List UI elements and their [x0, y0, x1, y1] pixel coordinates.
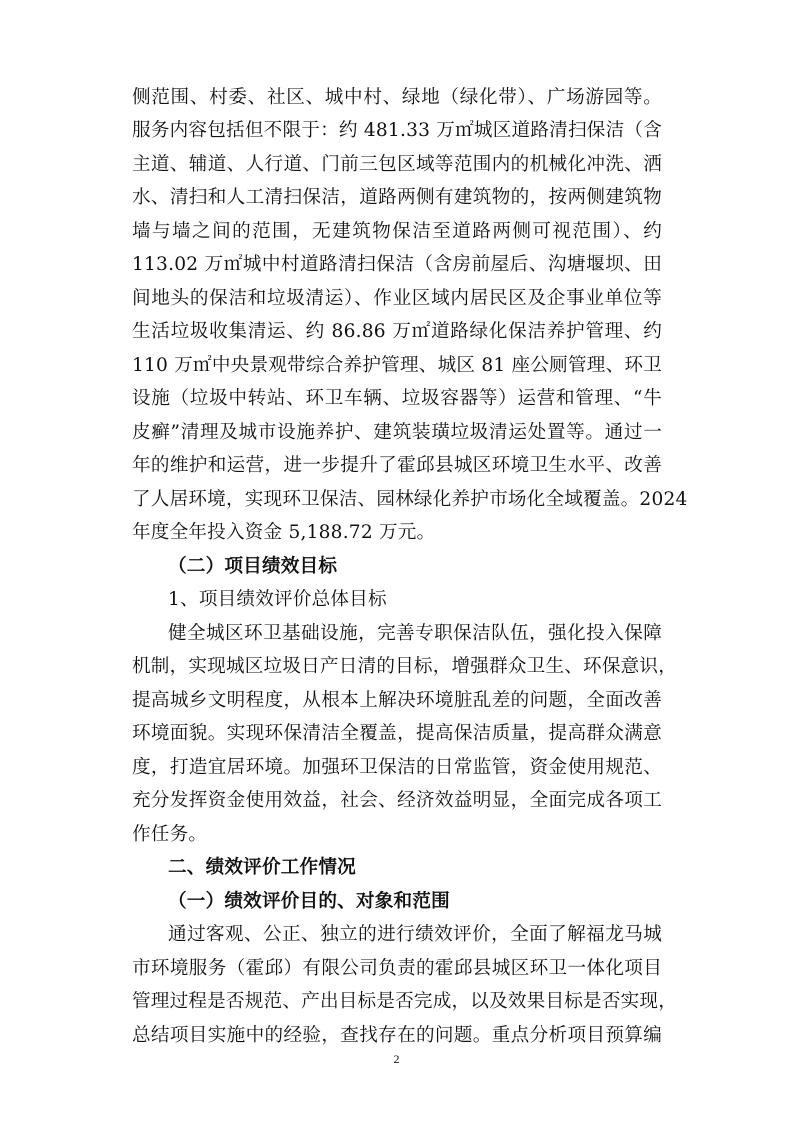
body-text-line: 作任务。: [132, 824, 208, 845]
subsection-heading: 1、项目绩效评价总体目标: [168, 589, 387, 610]
body-text-line: 年度全年投入资金 5,188.72 万元。: [132, 522, 436, 543]
body-text-line: 设施（垃圾中转站、环卫车辆、垃圾容器等）运营和管理、“牛: [132, 388, 662, 409]
body-text-line: 管理过程是否规范、产出目标是否完成，以及效果目标是否实现，: [132, 991, 678, 1012]
page-number: 2: [393, 1052, 400, 1066]
body-text-line: 环境面貌。实现环保清洁全覆盖，提高保洁质量，提高群众满意: [132, 723, 662, 744]
body-text-line: 113.02 万㎡城中村道路清扫保洁（含房前屋后、沟塘堰坝、田: [132, 254, 662, 275]
body-text-line: 机制，实现城区垃圾日产日清的目标，增强群众卫生、环保意识，: [132, 656, 678, 677]
body-text-line: 总结项目实施中的经验，查找存在的问题。重点分析项目预算编: [132, 1025, 662, 1046]
body-text-line: 侧范围、村委、社区、城中村、绿地（绿化带）、广场游园等。: [132, 87, 662, 108]
body-text-line: 提高城乡文明程度，从根本上解决环境脏乱差的问题，全面改善: [132, 690, 662, 711]
body-text-line: 了人居环境，实现环卫保洁、园林绿化养护市场化全域覆盖。2024: [132, 489, 688, 510]
body-text-line: 服务内容包括但不限于：约 481.33 万㎡城区道路清扫保洁（含: [132, 120, 662, 141]
body-text-line: 水、清扫和人工清扫保洁，道路两侧有建筑物的，按两侧建筑物: [132, 187, 662, 208]
body-text-line: 年的维护和运营，进一步提升了霍邱县城区环境卫生水平、改善: [132, 455, 662, 476]
body-text-line: 主道、辅道、人行道、门前三包区域等范围内的机械化冲洗、洒: [132, 154, 662, 175]
chapter-heading: 二、绩效评价工作情况: [168, 857, 356, 878]
body-text-line: 通过客观、公正、独立的进行绩效评价，全面了解福龙马城: [168, 924, 662, 945]
body-text-line: 度，打造宜居环境。加强环卫保洁的日常监管，资金使用规范、: [132, 757, 662, 778]
body-text-line: 墙与墙之间的范围，无建筑物保洁至道路两侧可视范围）、约: [132, 221, 662, 242]
body-text-line: 110 万㎡中央景观带综合养护管理、城区 81 座公厕管理、环卫: [132, 355, 662, 376]
body-text-line: 皮癣”清理及城市设施养护、建筑装璜垃圾清运处置等。通过一: [132, 422, 662, 443]
body-text-line: 充分发挥资金使用效益，社会、经济效益明显，全面完成各项工: [132, 790, 662, 811]
body-text-line: 间地头的保洁和垃圾清运）、作业区域内居民区及企事业单位等: [132, 288, 662, 309]
section-heading: （一）绩效评价目的、对象和范围: [168, 891, 450, 912]
body-text-line: 健全城区环卫基础设施，完善专职保洁队伍，强化投入保障: [168, 623, 662, 644]
section-heading: （二）项目绩效目标: [168, 556, 338, 577]
body-text-line: 市环境服务（霍邱）有限公司负责的霍邱县城区环卫一体化项目: [132, 958, 662, 979]
body-text-line: 生活垃圾收集清运、约 86.86 万㎡道路绿化保洁养护管理、约: [132, 321, 662, 342]
